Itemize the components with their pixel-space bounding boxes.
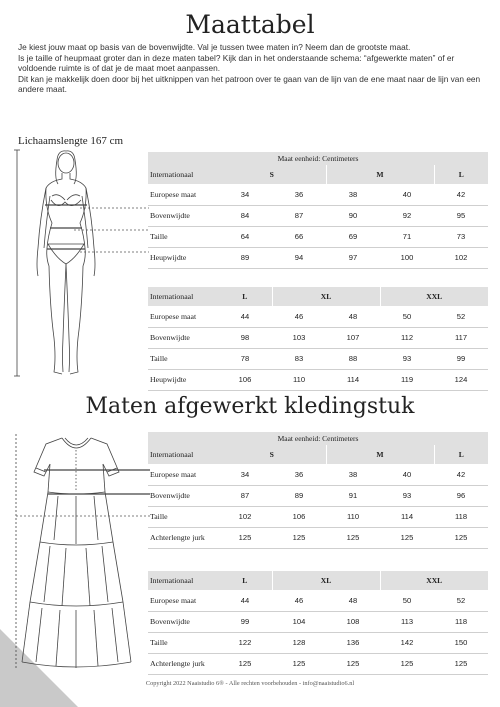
table-row: [148, 184, 488, 205]
cell: 38: [326, 184, 380, 205]
table-row: [148, 205, 488, 226]
size-header: XXL: [380, 571, 488, 590]
size-table-s-m-l: [148, 152, 488, 269]
cell: 99: [218, 611, 272, 632]
cell: 124: [434, 369, 488, 390]
size-header: L: [218, 571, 272, 590]
table-row: [148, 485, 488, 506]
dress-illustration: [10, 432, 150, 672]
cell: 96: [434, 485, 488, 506]
table-row: [148, 348, 488, 369]
cell: 125: [434, 653, 488, 674]
cell: 112: [380, 327, 434, 348]
cell: 52: [434, 590, 488, 611]
cell: 36: [272, 184, 326, 205]
row-label: Heupwijdte: [148, 369, 218, 390]
cell: 114: [380, 506, 434, 527]
cell: 90: [326, 205, 380, 226]
cell: 34: [218, 464, 272, 485]
cell: 107: [326, 327, 380, 348]
cell: 44: [218, 590, 272, 611]
size-header: XXL: [380, 287, 488, 306]
cell: 125: [380, 527, 434, 548]
cell: 110: [272, 369, 326, 390]
cell: 40: [380, 464, 434, 485]
row-label: Bovenwijdte: [148, 485, 218, 506]
cell: 95: [434, 205, 488, 226]
table-row: [148, 247, 488, 268]
cell: 38: [326, 464, 380, 485]
cell: 50: [380, 590, 434, 611]
size-header: L: [434, 445, 488, 464]
page-title: Maattabel: [185, 10, 315, 39]
row-label: Europese maat: [148, 184, 218, 205]
cell: 125: [326, 653, 380, 674]
cell: 87: [272, 205, 326, 226]
cell: 93: [380, 485, 434, 506]
cell: 48: [326, 306, 380, 327]
cell: 92: [380, 205, 434, 226]
cell: 91: [326, 485, 380, 506]
cell: 52: [434, 306, 488, 327]
cell: 119: [380, 369, 434, 390]
cell: 64: [218, 226, 272, 247]
cell: 83: [272, 348, 326, 369]
cell: 106: [218, 369, 272, 390]
cell: 150: [434, 632, 488, 653]
cell: 100: [380, 247, 434, 268]
cell: 102: [434, 247, 488, 268]
cell: 128: [272, 632, 326, 653]
cell: 42: [434, 464, 488, 485]
intro-paragraph: Je kiest jouw maat op basis van de bovenwijdte. Val je tussen twee maten in? Neem dan de grootste maat.: [18, 42, 411, 52]
row-label: Heupwijdte: [148, 247, 218, 268]
size-header: XL: [272, 571, 380, 590]
cell: 73: [434, 226, 488, 247]
cell: 102: [218, 506, 272, 527]
table-row: [148, 590, 488, 611]
header-label: Internationaal: [148, 165, 218, 184]
cell: 84: [218, 205, 272, 226]
cell: 66: [272, 226, 326, 247]
cell: 97: [326, 247, 380, 268]
row-label: Taille: [148, 632, 218, 653]
cell: 71: [380, 226, 434, 247]
cell: 48: [326, 590, 380, 611]
header-label: Internationaal: [148, 571, 218, 590]
row-label: Bovenwijdte: [148, 205, 218, 226]
cell: 125: [434, 527, 488, 548]
row-label: Europese maat: [148, 306, 218, 327]
cell: 125: [326, 527, 380, 548]
cell: 44: [218, 306, 272, 327]
cell: 108: [326, 611, 380, 632]
cell: 46: [272, 306, 326, 327]
cell: 110: [326, 506, 380, 527]
row-label: Europese maat: [148, 464, 218, 485]
header-label: Internationaal: [148, 287, 218, 306]
cell: 89: [218, 247, 272, 268]
row-label: Achterlengte jurk: [148, 527, 218, 548]
footer-copyright: Copyright 2022 Naaistudio 6® - Alle rechten voorbehouden - info@naaistudio6.nl: [145, 680, 355, 687]
size-header: M: [326, 165, 434, 184]
size-table-l-xl-xxl: [148, 287, 488, 391]
cell: 122: [218, 632, 272, 653]
cell: 117: [434, 327, 488, 348]
cell: 36: [272, 464, 326, 485]
row-label: Bovenwijdte: [148, 327, 218, 348]
size-header: L: [434, 165, 488, 184]
table-row: [148, 611, 488, 632]
row-label: Europese maat: [148, 590, 218, 611]
cell: 93: [380, 348, 434, 369]
row-label: Taille: [148, 506, 218, 527]
cell: 94: [272, 247, 326, 268]
cell: 34: [218, 184, 272, 205]
cell: 142: [380, 632, 434, 653]
cell: 78: [218, 348, 272, 369]
cell: 104: [272, 611, 326, 632]
intro-text: [18, 42, 488, 95]
cell: 125: [218, 653, 272, 674]
cell: 42: [434, 184, 488, 205]
body-length-label: Lichaamslengte 167 cm: [18, 135, 124, 147]
cell: 114: [326, 369, 380, 390]
cell: 106: [272, 506, 326, 527]
table-row: [148, 653, 488, 674]
size-header: XL: [272, 287, 380, 306]
table-row: [148, 632, 488, 653]
intro-paragraph: Is je taille of heupmaat groter dan in deze maten tabel? Kijk dan in het onderstaande schema: “afgewerkte maten” of er voldoende ruimte is of dat je de maat moet aanpassen.: [18, 52, 455, 74]
row-label: Achterlengte jurk: [148, 653, 218, 674]
intro-paragraph: Dit kan je makkelijk doen door bij het uitknippen van het patroon over te gaan van de lijn van de ene maat naar de lijn van een andere maat.: [18, 73, 481, 95]
table-row: [148, 527, 488, 548]
cell: 99: [434, 348, 488, 369]
table-row: [148, 327, 488, 348]
size-header: M: [326, 445, 434, 464]
cell: 89: [272, 485, 326, 506]
cell: 50: [380, 306, 434, 327]
table-row: [148, 226, 488, 247]
cell: 118: [434, 506, 488, 527]
size-header: L: [218, 287, 272, 306]
table-row: [148, 464, 488, 485]
cell: 118: [434, 611, 488, 632]
cell: 125: [218, 527, 272, 548]
table-row: [148, 369, 488, 390]
table-row: [148, 306, 488, 327]
table-row: [148, 506, 488, 527]
section-title: Maten afgewerkt kledingstuk: [85, 394, 415, 419]
cell: 40: [380, 184, 434, 205]
size-header: S: [218, 165, 326, 184]
cell: 69: [326, 226, 380, 247]
row-label: Bovenwijdte: [148, 611, 218, 632]
header-label: Internationaal: [148, 445, 218, 464]
cell: 103: [272, 327, 326, 348]
cell: 125: [272, 653, 326, 674]
row-label: Taille: [148, 348, 218, 369]
cell: 136: [326, 632, 380, 653]
body-figure-illustration: [14, 148, 149, 380]
cell: 46: [272, 590, 326, 611]
cell: 125: [380, 653, 434, 674]
cell: 113: [380, 611, 434, 632]
unit-label: Maat eenheid: Centimeters: [148, 432, 488, 445]
finished-size-table-l-xl-xxl: [148, 571, 488, 675]
row-label: Taille: [148, 226, 218, 247]
cell: 125: [272, 527, 326, 548]
finished-size-table-s-m-l: [148, 432, 488, 549]
cell: 88: [326, 348, 380, 369]
size-header: S: [218, 445, 326, 464]
cell: 98: [218, 327, 272, 348]
cell: 87: [218, 485, 272, 506]
unit-label: Maat eenheid: Centimeters: [148, 152, 488, 165]
